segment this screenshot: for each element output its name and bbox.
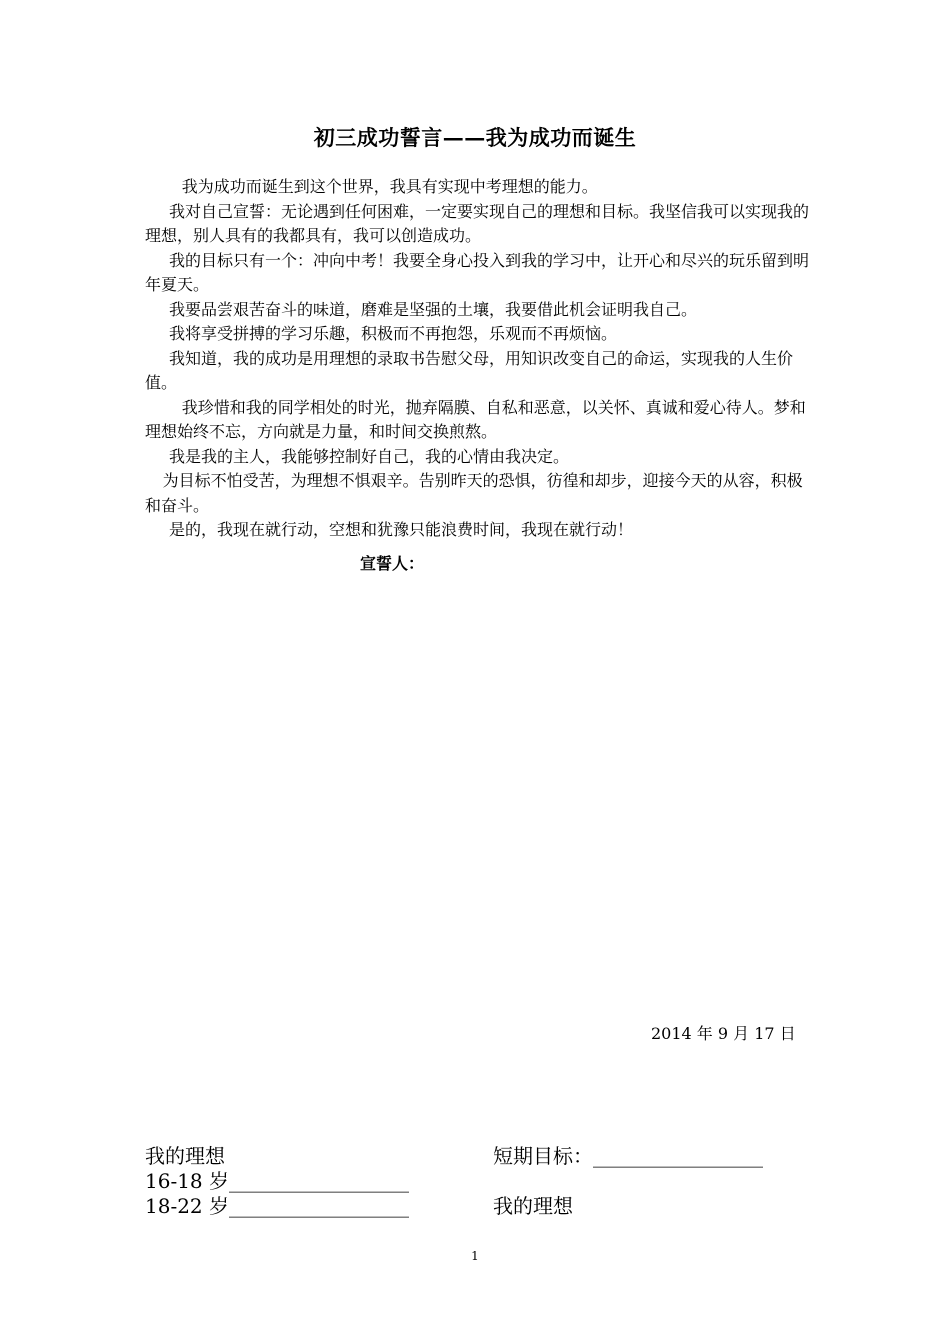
paragraph-3: 我的目标只有一个：冲向中考！我要全身心投入到我的学习中，让开心和尽兴的玩乐留到明年夏天。 [145,250,810,294]
document-title: 初三成功誓言——我为成功而诞生 [313,125,637,150]
paragraph-9: 为目标不怕受苦，为理想不惧艰辛。告别昨天的恐惧，彷徨和却步，迎接今天的从容，积极和奋斗。 [145,471,803,515]
short-term-goal-field: 短期目标：_________________ [493,1144,763,1168]
paragraph-7: 我珍惜和我的同学相处的时光，抛弃隔膜、自私和恶意，以关怀、真诚和爱心待人。梦和理想始终不忘，方向就是力量，和时间交换煎熬。 [145,397,806,441]
paragraph-8: 我是我的主人，我能够控制好自己，我的心情由我决定。 [169,446,570,466]
oath-body [145,175,810,543]
age-18-22-field: 18-22 岁__________________ [145,1194,410,1218]
my-ideal-label: 我的理想 [145,1144,225,1168]
paragraph-2: 我对自己宣誓：无论遇到任何困难，一定要实现自己的理想和目标。我坚信我可以实现我的理想，别人具有的我都具有，我可以创造成功。 [145,201,810,245]
signer-label: 宣誓人： [360,554,425,573]
ideal-section [145,1144,409,1219]
oath-date: 2014 年 9 月 17 日 [651,1024,796,1043]
age-16-18-field: 16-18 岁__________________ [145,1169,410,1193]
paragraph-5: 我将享受拼搏的学习乐趣，积极而不再抱怨，乐观而不再烦恼。 [169,324,618,343]
my-ideal-label-2: 我的理想 [493,1194,573,1218]
paragraph-1: 我为成功而诞生到这个世界，我具有实现中考理想的能力。 [181,177,598,196]
page-number: 1 [471,1249,479,1263]
goal-section [493,1144,763,1219]
paragraph-4: 我要品尝艰苦奋斗的味道，磨难是坚强的土壤，我要借此机会证明我自己。 [169,299,698,319]
paragraph-10: 是的，我现在就行动，空想和犹豫只能浪费时间，我现在就行动！ [169,520,634,539]
paragraph-6: 我知道，我的成功是用理想的录取书告慰父母，用知识改变自己的命运，实现我的人生价值。 [145,348,794,392]
